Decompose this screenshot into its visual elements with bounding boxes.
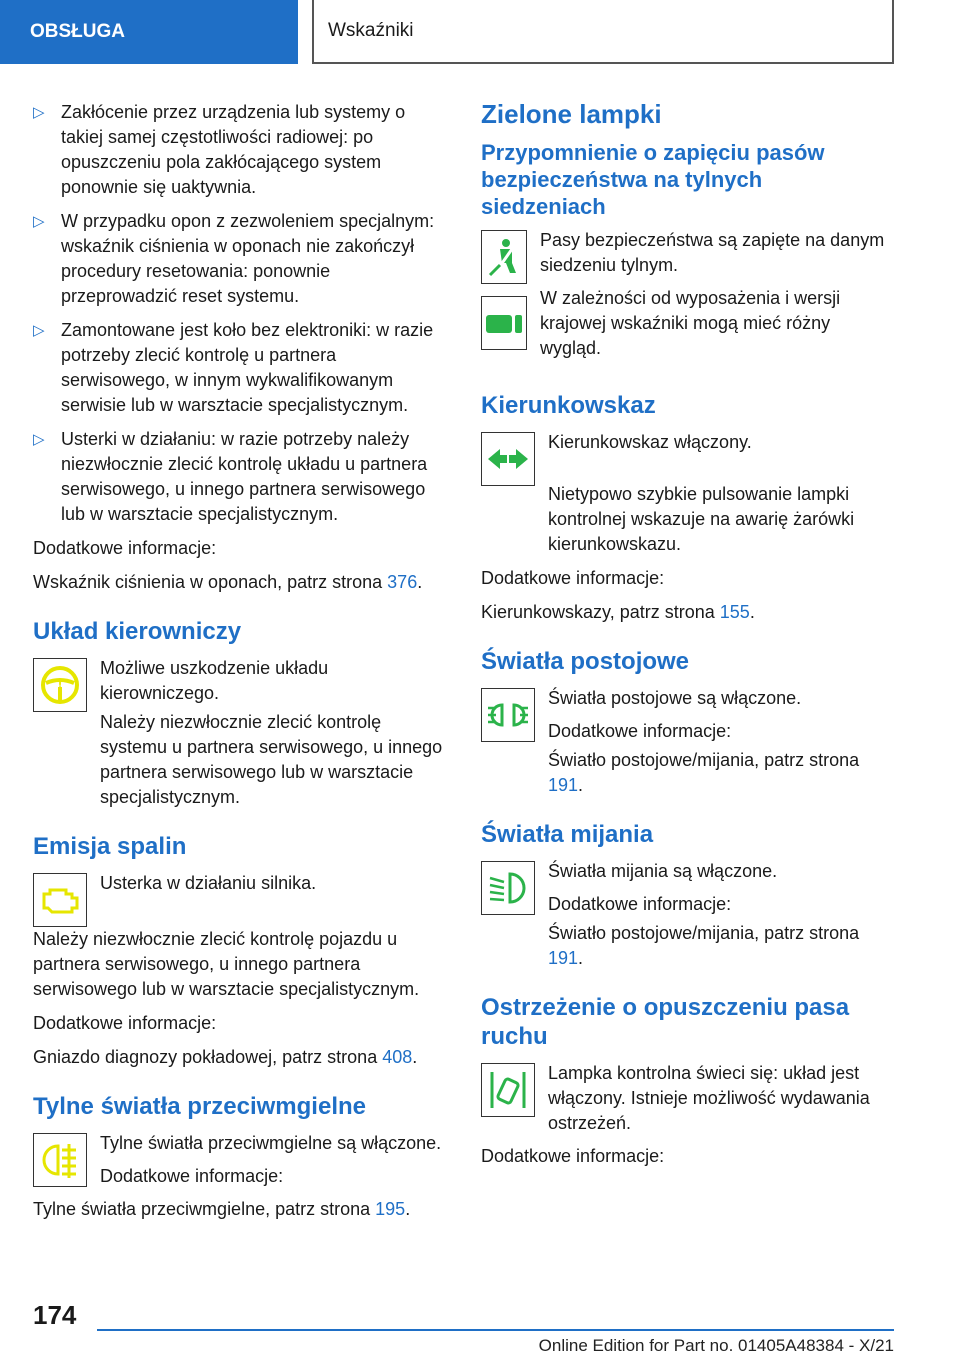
body-text: Nietypowo szybkie pulsowanie lampki kontrolnej wskazuje na awarię żarówki kierunkowskazu.	[548, 484, 855, 554]
page-number: 174	[33, 1300, 77, 1330]
edition-footer: Online Edition for Part no. 01405A48384 - X/21	[538, 1336, 894, 1355]
body-text: W zależności od wyposażenia i wersji krajowej wskaźniki mogą mieć różny wygląd.	[540, 288, 841, 358]
section-heading-green: Zielone lampki	[481, 99, 662, 129]
page-reference: Wskaźnik ciśnienia w oponach, patrz strona 376.	[33, 572, 423, 592]
page-reference: Światło postojowe/mijania, patrz strona 191.	[548, 750, 860, 795]
page-reference: Światło postojowe/mijania, patrz strona 191.	[548, 923, 860, 968]
lane-indicator	[481, 1061, 891, 1144]
body-text: Usterka w działaniu silnika.	[100, 873, 317, 893]
right-column	[481, 100, 891, 1178]
section-tab[interactable]: OBSŁUGA	[0, 0, 298, 64]
list-item: ▷ Usterki w działaniu: w razie potrzeby należy niezwłocznie zlecić kontrolę układu u partnera serwisowego, u innego partnera serwisowego lub w warsztacie specjalistycznym.	[33, 429, 428, 524]
page-link[interactable]: 408	[382, 1047, 413, 1067]
body-text: Należy niezwłocznie zlecić kontrolę pojazdu u partnera serwisowego, u innego partnera serwisowego lub w warsztacie specjalistycznym.	[33, 929, 420, 999]
svg-text:!: !	[57, 680, 63, 691]
rear-fog-light-icon	[33, 1133, 87, 1187]
check-engine-icon	[33, 873, 87, 927]
belt-indicator	[481, 228, 891, 369]
list-item: ▷ Zamontowane jest koło bez elektroniki: w razie potrzeby zlecić kontrolę u partnera serwisowego, w innym wykwalifikowanym serwisie lub w warsztacie specjalistycznym.	[33, 320, 434, 415]
emission-indicator	[33, 871, 448, 927]
parking-indicator	[481, 686, 891, 752]
body-text: Światła mijania są włączone.	[548, 861, 778, 881]
page-reference: Kierunkowskazy, patrz strona 155.	[481, 602, 755, 622]
body-text: Lampka kontrolna świeci się: układ jest włączony. Istnieje możliwość wydawania ostrzeżeń.	[548, 1063, 870, 1133]
info-label: Dodatkowe informacje:	[548, 894, 732, 914]
page-link[interactable]: 155	[719, 602, 750, 622]
info-label: Dodatkowe informacje:	[481, 1146, 665, 1166]
page-reference: Gniazdo diagnozy pokładowej, patrz strona 408.	[33, 1047, 418, 1067]
body-text: Należy niezwłocznie zlecić kontrolę systemu u partnera serwisowego, u innego partnera serwisowego lub w warsztacie specjalistycznym.	[100, 712, 443, 807]
body-text: Światła postojowe są włączone.	[548, 688, 802, 708]
section-heading-steering: Układ kierowniczy	[33, 618, 242, 645]
turn-indicator	[481, 430, 891, 486]
turn-signal-arrows-icon	[481, 432, 535, 486]
page-link[interactable]: 191	[548, 948, 579, 968]
info-label: Dodatkowe informacje:	[100, 1166, 284, 1186]
body-text: Możliwe uszkodzenie układu kierowniczego.	[100, 658, 329, 703]
section-heading-emission: Emisja spalin	[33, 833, 187, 860]
seatbelt-icon	[481, 230, 527, 284]
page-link[interactable]: 191	[548, 775, 579, 795]
info-label: Dodatkowe informacje:	[33, 538, 217, 558]
body-text: Pasy bezpieczeństwa są zapięte na danym siedzeniu tylnym.	[540, 230, 885, 275]
page-link[interactable]: 376	[387, 572, 418, 592]
section-heading-rear-fog: Tylne światła przeciwmgielne	[33, 1093, 366, 1120]
info-label: Dodatkowe informacje:	[481, 568, 665, 588]
footer-divider	[97, 1329, 894, 1331]
left-column	[33, 100, 448, 1231]
triangle-bullet-icon: ▷	[33, 104, 45, 121]
info-label: Dodatkowe informacje:	[33, 1013, 217, 1033]
parking-light-icon	[481, 688, 535, 742]
section-heading-low-beam: Światła mijania	[481, 821, 654, 848]
body-text: Tylne światła przeciwmgielne są włączone.	[100, 1133, 442, 1153]
chapter-title: Wskaźniki	[312, 0, 894, 64]
triangle-bullet-icon: ▷	[33, 431, 45, 448]
page-link[interactable]: 195	[375, 1199, 406, 1219]
triangle-bullet-icon: ▷	[33, 213, 45, 230]
body-text: Kierunkowskaz włączony.	[548, 432, 752, 452]
section-heading-turn: Kierunkowskaz	[481, 392, 656, 419]
subsection-heading-belt: Przypomnienie o zapięciu pasów bezpieczeństwa na tylnych siedzeniach	[481, 140, 825, 219]
low-beam-light-icon	[481, 861, 535, 915]
steering-wheel-warning-icon	[33, 658, 87, 712]
list-item: ▷ W przypadku opon z zezwoleniem specjalnym: wskaźnik ciśnienia w oponach nie zakończył procedury resetowania: ponownie przeprowadzić reset systemu.	[33, 211, 435, 306]
steering-indicator	[33, 656, 448, 714]
low-beam-indicator	[481, 859, 891, 925]
rear-fog-indicator	[33, 1131, 448, 1197]
triangle-bullet-icon: ▷	[33, 322, 45, 339]
list-item: ▷ Zakłócenie przez urządzenia lub systemy o takiej samej częstotliwości radiowej: po opuszczeniu pola zakłócającego system ponownie się uaktywnia.	[33, 102, 406, 197]
rear-seat-belt-status-icon	[481, 296, 527, 350]
section-heading-lane: Ostrzeżenie o opuszczeniu pasa ruchu	[481, 994, 850, 1050]
page-reference: Tylne światła przeciwmgielne, patrz strona 195.	[33, 1199, 411, 1219]
section-heading-parking: Światła postojowe	[481, 648, 690, 675]
info-label: Dodatkowe informacje:	[548, 721, 732, 741]
lane-departure-icon	[481, 1063, 535, 1117]
